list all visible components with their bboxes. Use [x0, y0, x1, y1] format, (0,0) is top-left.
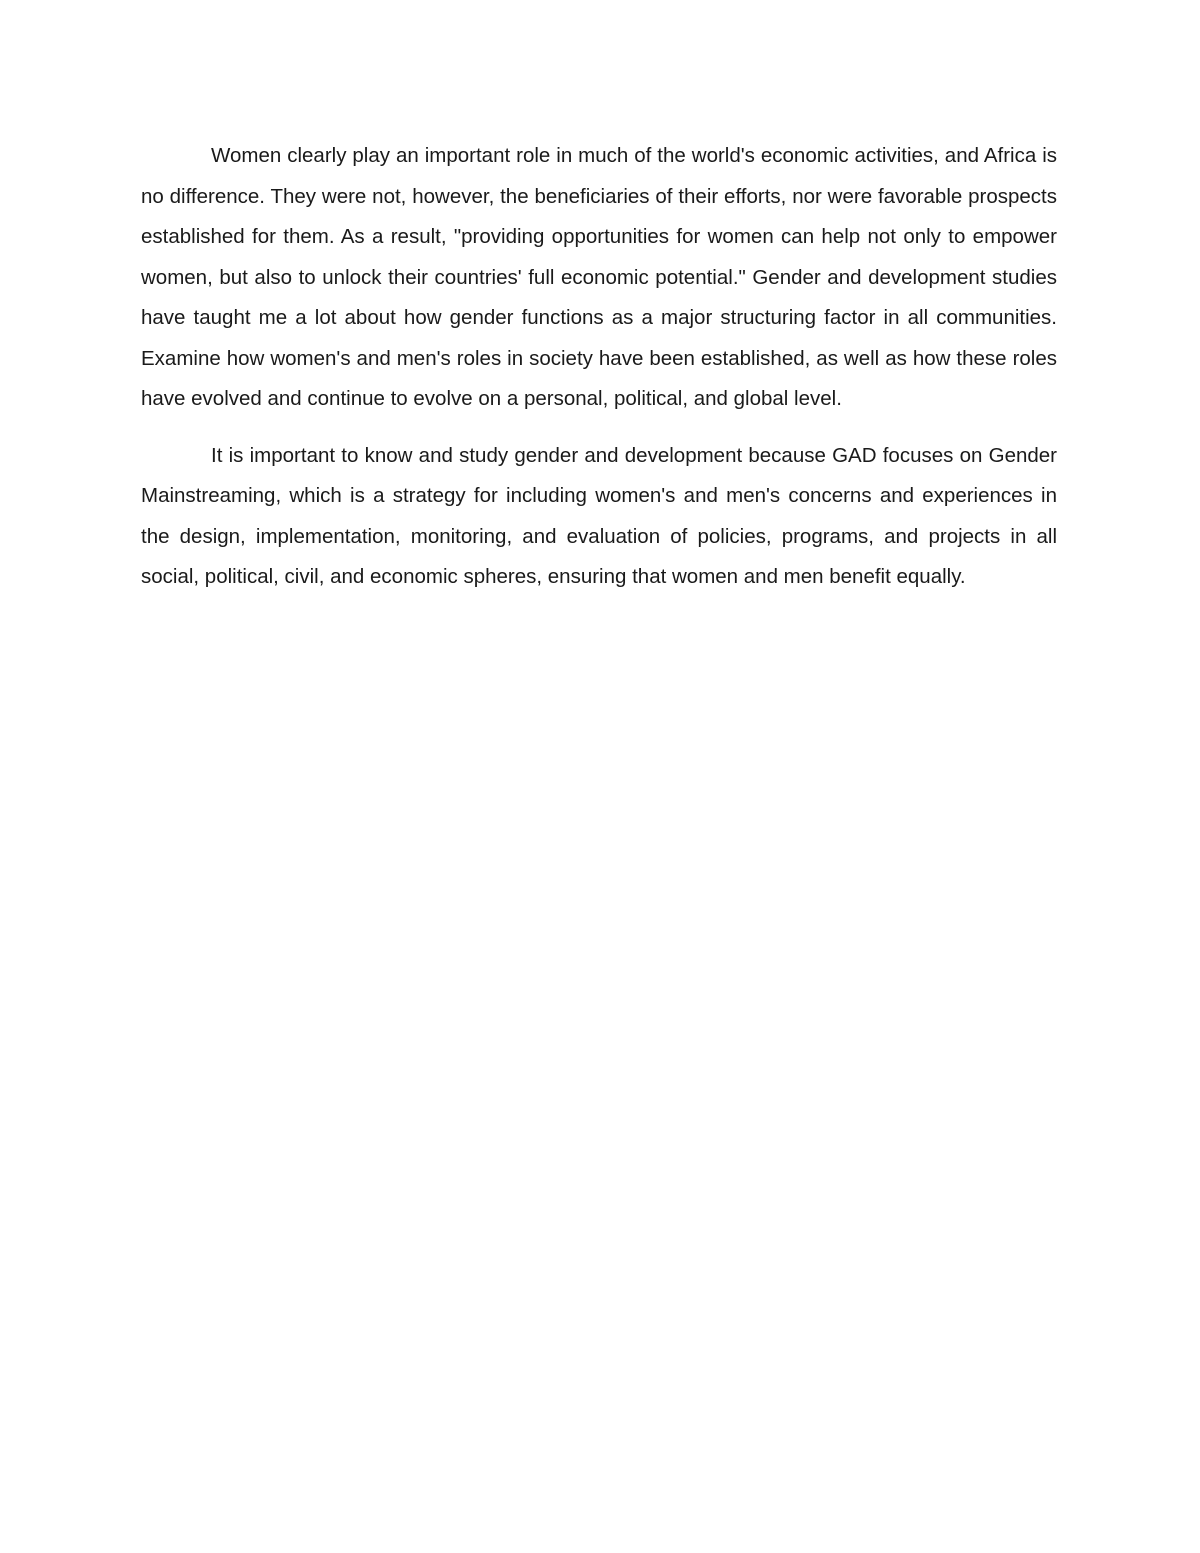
paragraph-2: It is important to know and study gender and development because GAD focuses on Gender Mainstreaming, which is a strategy for including women's and men's concerns and experiences in the design, implementation, monitoring, and evaluation of policies, programs, and projects in all social, political, civil, and economic spheres, ensuring that women and men benefit equally.	[141, 443, 1057, 588]
paragraph-1: Women clearly play an important role in much of the world's economic activities, and Africa is no difference. They were not, however, the beneficiaries of their efforts, nor were favorable prospects established for them. As a result, "providing opportunities for women can help not only to empower women, but also to unlock their countries' full economic potential." Gender and development studies have taught me a lot about how gender functions as a major structuring factor in all communities. Examine how women's and men's roles in society have been established, as well as how these roles have evolved and continue to evolve on a personal, political, and global level.	[141, 144, 1057, 410]
document-body	[141, 136, 1057, 614]
